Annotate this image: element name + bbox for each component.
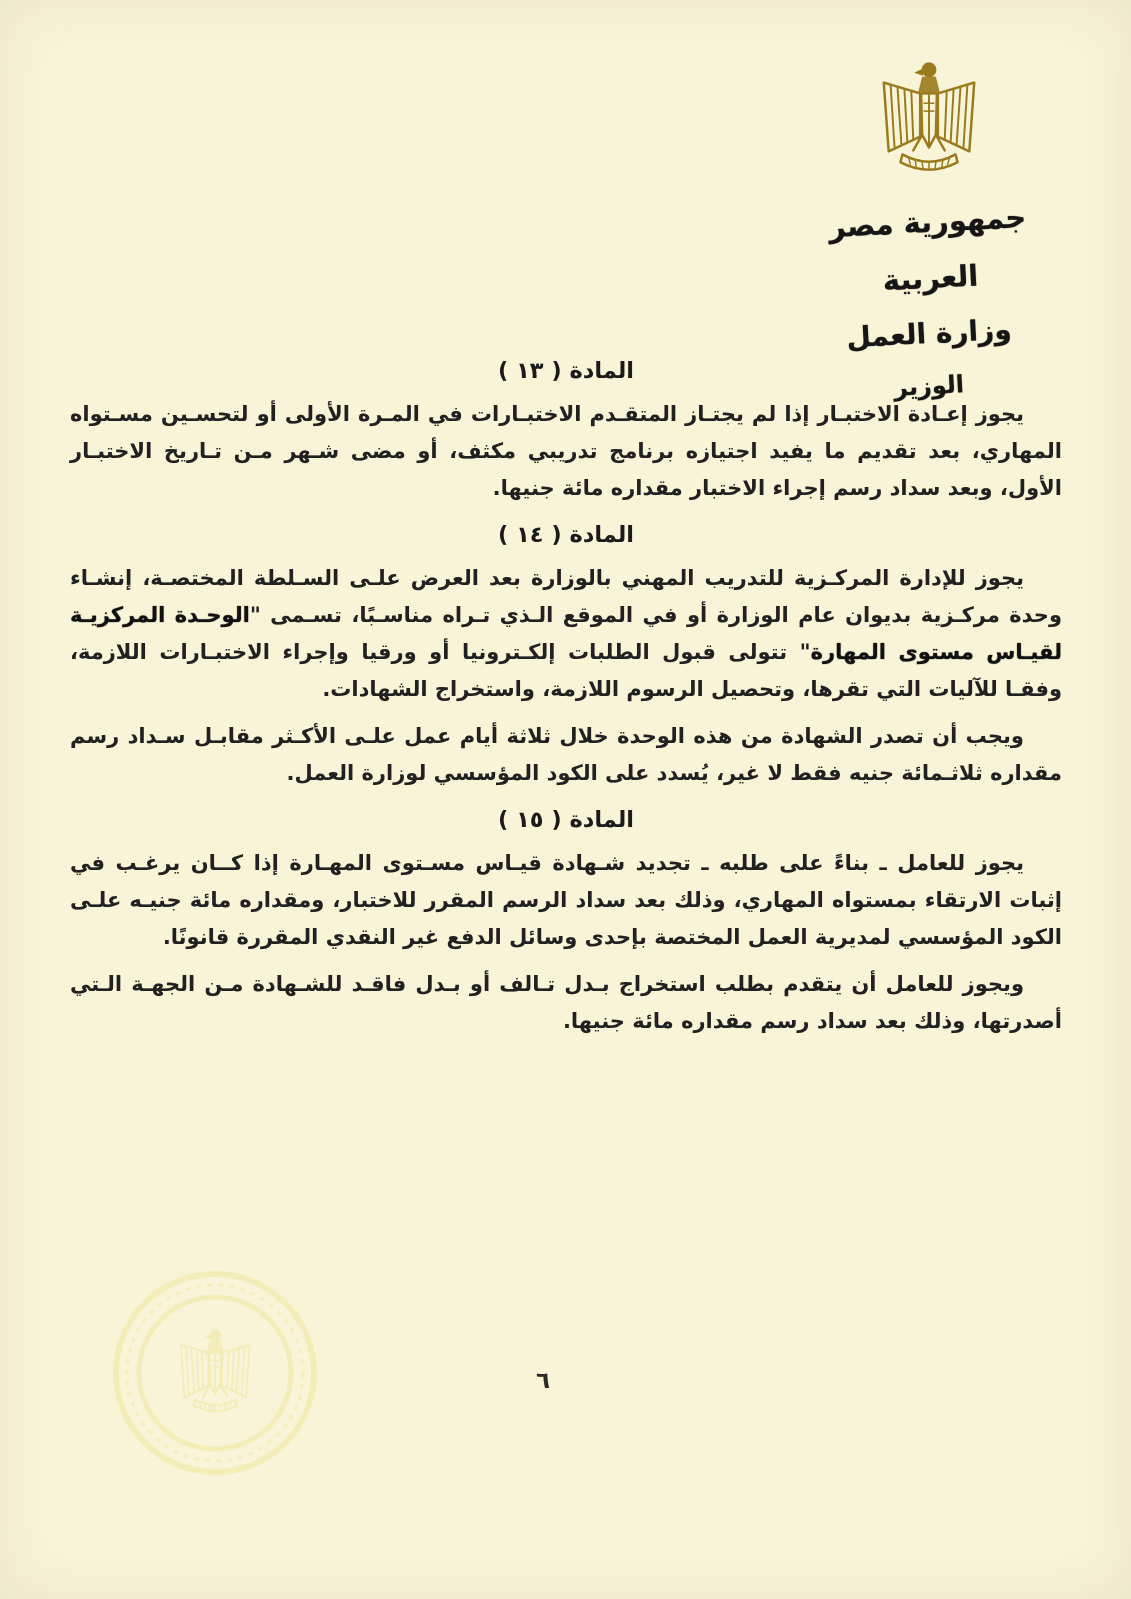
article-15-paragraph-2: ويجوز للعامل أن يتقدم بطلب استخراج بـدل تـالف أو بـدل فاقـد للشـهادة مـن الجهـة الـتي أصدرتها، وذلك بعد سداد رسم مقداره مائة جنيها.: [70, 972, 1062, 1033]
republic-name: جمهورية مصر العربية: [828, 199, 1028, 298]
article-15-paragraph-1: يجوز للعامل ـ بناءً على طلبه ـ تجديد شـهادة قيـاس مسـتوى المهـارة إذا كــان يرغـب في إثبات الارتقاء بمستواه المهاري، وذلك بعد سداد الرسم المقرر للاختبار، ومقداره مائة جنيـه علـى الكود المؤسسي لمديرية العمل المختصة بإحدى وسائل الدفع غير النقدي المقررة قانونًا.: [70, 851, 1062, 949]
article-14-title: المادة ( ١٤ ): [497, 522, 635, 548]
paragraph-text: " تتولى قبول الطلبات إلكـترونيا أو ورقيا وإجراء الاختبـارات اللازمة، وفقـا للآليات التي تقرها، وتحصيل الرسوم اللازمة، واستخراج الشهادات.: [70, 640, 1062, 701]
article-13-title: المادة ( ١٣ ): [497, 358, 635, 384]
minister-title: الوزير: [893, 370, 965, 402]
egypt-eagle-emblem-icon: [873, 58, 985, 176]
article-14-paragraph-2: ويجب أن تصدر الشهادة من هذه الوحدة خلال ثلاثة أيام عمل علـى الأكـثر مقابـل سـداد رسم مقداره ثلاثـمائة جنيه فقط لا غير، يُسدد على الكود المؤسسي لوزارة العمل.: [70, 724, 1062, 785]
page-number: ٦: [535, 1368, 551, 1394]
article-15-title: المادة ( ١٥ ): [497, 807, 635, 833]
paragraph-text: يجوز للإدارة المركـزية للتدريب المهني بالوزارة بعد العرض علـى السـلطة المختصـة، إنشـاء وحدة مركـزية بديوان عام الوزارة أو في الموقع الـذي تـراه مناسـبًا، تسـمى ": [70, 566, 1062, 627]
central-unit-name: الوحـدة المركزيـة لقيـاس مستوى المهارة: [70, 603, 1062, 664]
decree-body: [70, 347, 1062, 1050]
ministry-seal-watermark: [108, 1266, 322, 1480]
article-13-paragraph-1: يجوز إعـادة الاختبـار إذا لم يجتـاز المتقـدم الاختبـارات في المـرة الأولى أو لتحسـين مسـتواه المهاري، بعد تقديم ما يفيد اجتيازه برنامج تدريبي مكثف، أو مضى شـهر مـن تـاريخ الاختبـار الأول، وبعد سداد رسم إجراء الاختبار مقداره مائة جنيها.: [70, 402, 1062, 500]
article-14-paragraph-1: [70, 560, 1062, 708]
ministry-name: وزارة العمل: [845, 312, 1013, 355]
